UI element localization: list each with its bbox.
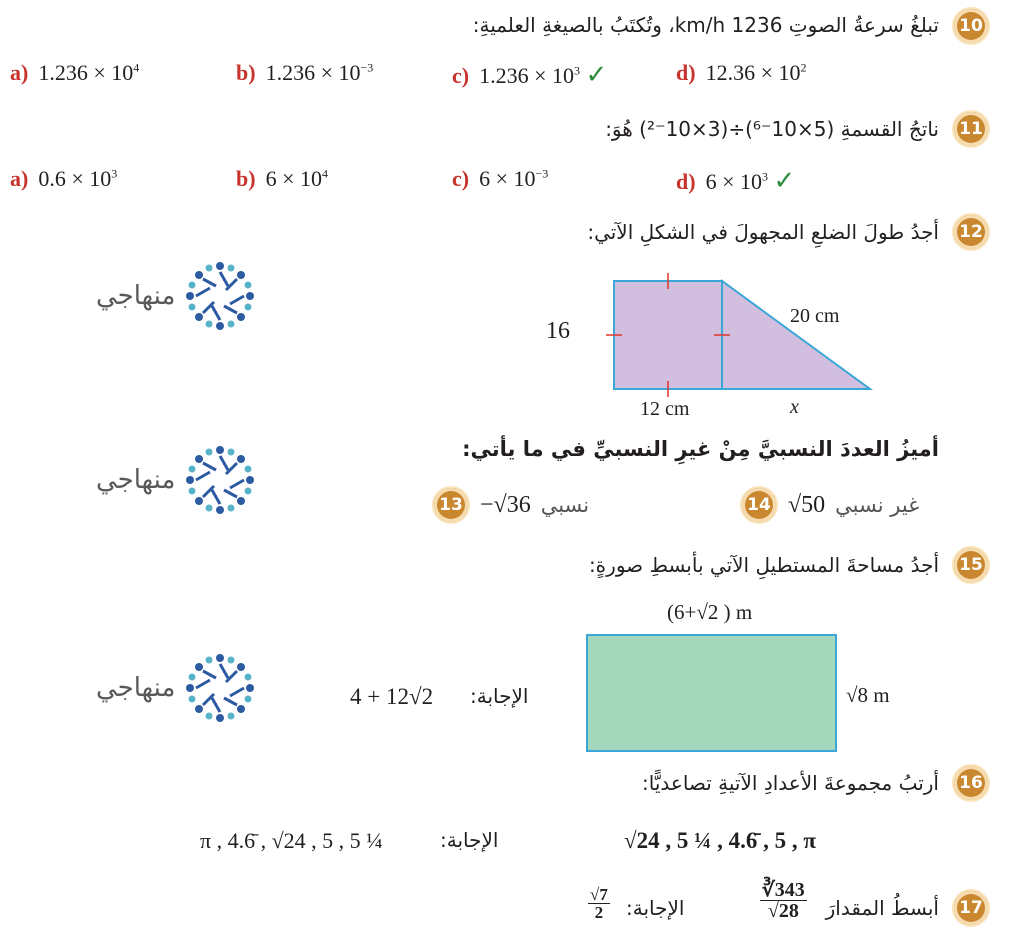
option-text: 12.36 × 10 <box>705 60 801 85</box>
option-label: b) <box>236 166 256 191</box>
logo <box>96 442 292 518</box>
q15-answer-label: الإجابة: <box>470 684 529 708</box>
q13-row <box>432 486 589 524</box>
q17-answer-label: الإجابة: <box>626 896 685 920</box>
q14-row <box>740 486 919 524</box>
option-label: d) <box>676 60 696 85</box>
q15-rectangle <box>586 634 837 752</box>
triangle-shape <box>722 281 870 389</box>
question-number-16: 16 <box>952 764 990 802</box>
logo-flower-icon <box>183 443 257 517</box>
exponent: −3 <box>360 60 374 75</box>
q17-denominator: √28 <box>767 900 799 922</box>
exponent: 3 <box>761 169 768 184</box>
question-number-11: 11 <box>952 110 990 148</box>
exponent: 4 <box>133 60 140 75</box>
q15-answer: 4 + 12√2 <box>350 684 434 709</box>
question-number-13: 13 <box>432 486 470 524</box>
exponent: 3 <box>574 63 581 78</box>
q10-option-d[interactable] <box>676 60 806 86</box>
q10-option-c[interactable] <box>452 60 607 90</box>
question-number-14: 14 <box>740 486 778 524</box>
option-label: c) <box>452 63 470 88</box>
exponent: 2 <box>800 60 807 75</box>
exponent: 4 <box>321 166 328 181</box>
q10-option-b[interactable] <box>236 60 373 86</box>
option-text: 1.236 × 10 <box>479 63 575 88</box>
option-text: 0.6 × 10 <box>38 166 112 191</box>
option-label: b) <box>236 60 256 85</box>
q12-question: أجدُ طولَ الضلعِ المجهولَ في الشكلِ الآتي: <box>587 220 939 244</box>
logo <box>96 650 292 726</box>
question-number-12: 12 <box>952 213 990 251</box>
exponent: −3 <box>535 166 549 181</box>
q17-answer-numerator: √7 <box>590 885 608 904</box>
logo-text: منهاجي <box>96 673 176 703</box>
logo-flower-icon <box>183 651 257 725</box>
question-number-17: 17 <box>952 889 990 927</box>
square-shape <box>614 281 722 389</box>
q17-expression <box>760 880 807 921</box>
option-text: 6 × 10 <box>479 166 536 191</box>
exponent: 3 <box>111 166 118 181</box>
section-heading: أميزُ العددَ النسبيَّ مِنْ غيرِ النسبيِّ في ما يأتي: <box>462 437 939 461</box>
q15-height-label: √8 m <box>846 683 890 707</box>
option-text: 6 × 10 <box>265 166 322 191</box>
option-text: 1.236 × 10 <box>265 60 361 85</box>
q16-answer: π , 4.6̄ , √24 , 5 , 5 ¼ <box>200 828 383 853</box>
logo <box>96 258 292 334</box>
q17-answer <box>588 886 610 921</box>
q12-height-label: 16 <box>546 318 570 344</box>
option-label: a) <box>10 60 29 85</box>
option-label: d) <box>676 169 696 194</box>
q17-question: أبسطُ المقدارَ <box>825 896 939 920</box>
q13-expression: −√36 <box>480 491 531 518</box>
q16-answer-label: الإجابة: <box>440 828 499 852</box>
q12-hypotenuse-label: 20 cm <box>790 305 840 327</box>
correct-check-icon: ✓ <box>585 60 608 90</box>
question-number-10: 10 <box>952 7 990 45</box>
logo-flower-icon <box>183 259 257 333</box>
q16-question: أرتبُ مجموعةَ الأعدادِ الآتيةِ تصاعديًّا: <box>641 771 939 795</box>
option-text: 6 × 10 <box>705 169 762 194</box>
q11-option-b[interactable] <box>236 166 328 192</box>
q12-figure <box>530 265 890 425</box>
q15-width-label: (6+√2 ) m <box>667 600 753 624</box>
q13-answer: نسبي <box>540 493 590 517</box>
q11-option-a[interactable] <box>10 166 117 192</box>
q11-option-d[interactable] <box>676 166 795 196</box>
logo-text: منهاجي <box>96 465 176 495</box>
q17-answer-denominator: 2 <box>594 903 604 922</box>
q11-option-c[interactable] <box>452 166 548 192</box>
question-number-15: 15 <box>952 546 990 584</box>
option-label: c) <box>452 166 470 191</box>
correct-check-icon: ✓ <box>773 166 796 196</box>
option-label: a) <box>10 166 29 191</box>
q11-question: ناتجُ القسمةِ (5×10⁻⁶)÷(3×10⁻²) هُوَ: <box>605 117 939 141</box>
q16-numbers: √24 , 5 ¼ , 4.6̄ , 5 , π <box>624 828 816 853</box>
q17-numerator: ∛343 <box>762 879 805 901</box>
q10-option-a[interactable] <box>10 60 139 86</box>
option-text: 1.236 × 10 <box>38 60 134 85</box>
logo-text: منهاجي <box>96 281 176 311</box>
q10-question: تبلغُ سرعةُ الصوتِ 1236 km/h، وتُكتَبُ بالصيغةِ العلميةِ: <box>472 13 939 37</box>
q14-expression: √50 <box>788 491 826 518</box>
q12-x-label: x <box>790 396 799 418</box>
q15-question: أجدُ مساحةَ المستطيلِ الآتي بأبسطِ صورةٍ: <box>588 553 939 577</box>
q12-base-label: 12 cm <box>640 398 690 420</box>
q14-answer: غير نسبي <box>835 493 920 517</box>
